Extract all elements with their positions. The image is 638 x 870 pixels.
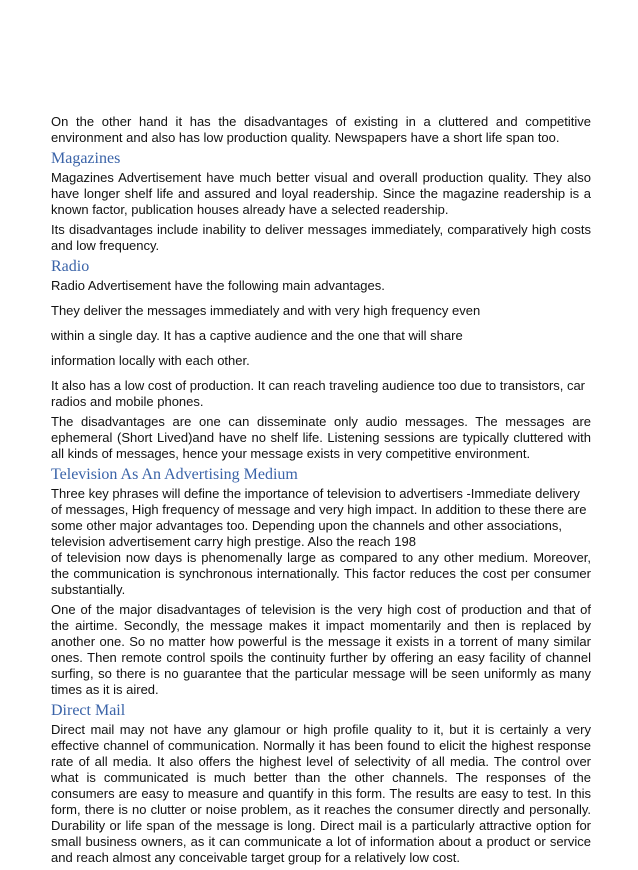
direct-mail-paragraph: Direct mail may not have any glamour or high profile quality to it, but it is certainly a very effective channel of communication. Normally it has been found to elicit the highest response rate of all media. It also offers the highest level of selectivity of all media. The control over what is communicated is much better than the other channels. The responses of the consumers are easy to measure and quantify in this form. The results are easy to test. In this form, there is no clutter or noise problem, as it reaches the consumer directly and personally. Durability or life span of the message is long. Direct mail is a particularly attractive option for small business owners, as it can communicate a lot of information about a product or service and reach almost any conceivable target group for a relatively low cost. <box>51 722 591 865</box>
magazines-heading: Magazines <box>51 150 121 167</box>
radio-paragraph-2: They deliver the messages immediately and with very high frequency even <box>51 303 481 318</box>
intro-paragraph: On the other hand it has the disadvantages of existing in a cluttered and competitive environment and also has low production quality. Newspapers have a short life span too. <box>51 114 591 145</box>
magazines-paragraph-1: Magazines Advertisement have much better visual and overall production quality. They also have longer shelf life and assured and loyal readership. Since the magazine readership is a known factor, publication houses already have a selected readership. <box>51 170 591 217</box>
document-page <box>51 114 591 870</box>
television-heading: Television As An Advertising Medium <box>51 466 298 483</box>
magazines-paragraph-2: Its disadvantages include inability to deliver messages immediately, comparatively high costs and low frequency. <box>51 222 591 253</box>
radio-heading: Radio <box>51 258 90 275</box>
radio-paragraph-5: It also has a low cost of production. It can reach traveling audience too due to transistors, car radios and mobile phones. <box>51 378 586 409</box>
television-paragraph-3: One of the major disadvantages of television is the very high cost of production and that of the airtime. Secondly, the message makes it impact momentarily and then is replaced by another one. So no matter how powerful is the message it exists in a torrent of many similar ones. Then remote control spoils the continuity further by offering an easy facility of channel surfing, so there is no guarantee that the particular message will be seen uniformly as many times as it is aired. <box>51 602 591 697</box>
radio-paragraph-6: The disadvantages are one can disseminate only audio messages. The messages are ephemeral (Short Lived)and have no shelf life. Listening sessions are typically cluttered with all kinds of messages, hence your message exists in very competitive environment. <box>51 414 591 461</box>
direct-mail-heading: Direct Mail <box>51 702 126 719</box>
radio-paragraph-3: within a single day. It has a captive audience and the one that will share <box>51 328 463 343</box>
television-paragraph-2: of television now days is phenomenally large as compared to any other medium. Moreover, the communication is synchronous internationally. This factor reduces the cost per consumer substantially. <box>51 550 591 597</box>
radio-paragraph-4: information locally with each other. <box>51 353 250 368</box>
television-paragraph-1: Three key phrases will define the importance of television to advertisers -Immediate delivery of messages, High frequency of message and very high impact. In addition to these there are some other major advantages too. Depending upon the channels and other associations, television advertisement carry high prestige. Also the reach 198 <box>51 486 587 549</box>
radio-paragraph-1: Radio Advertisement have the following main advantages. <box>51 278 385 293</box>
